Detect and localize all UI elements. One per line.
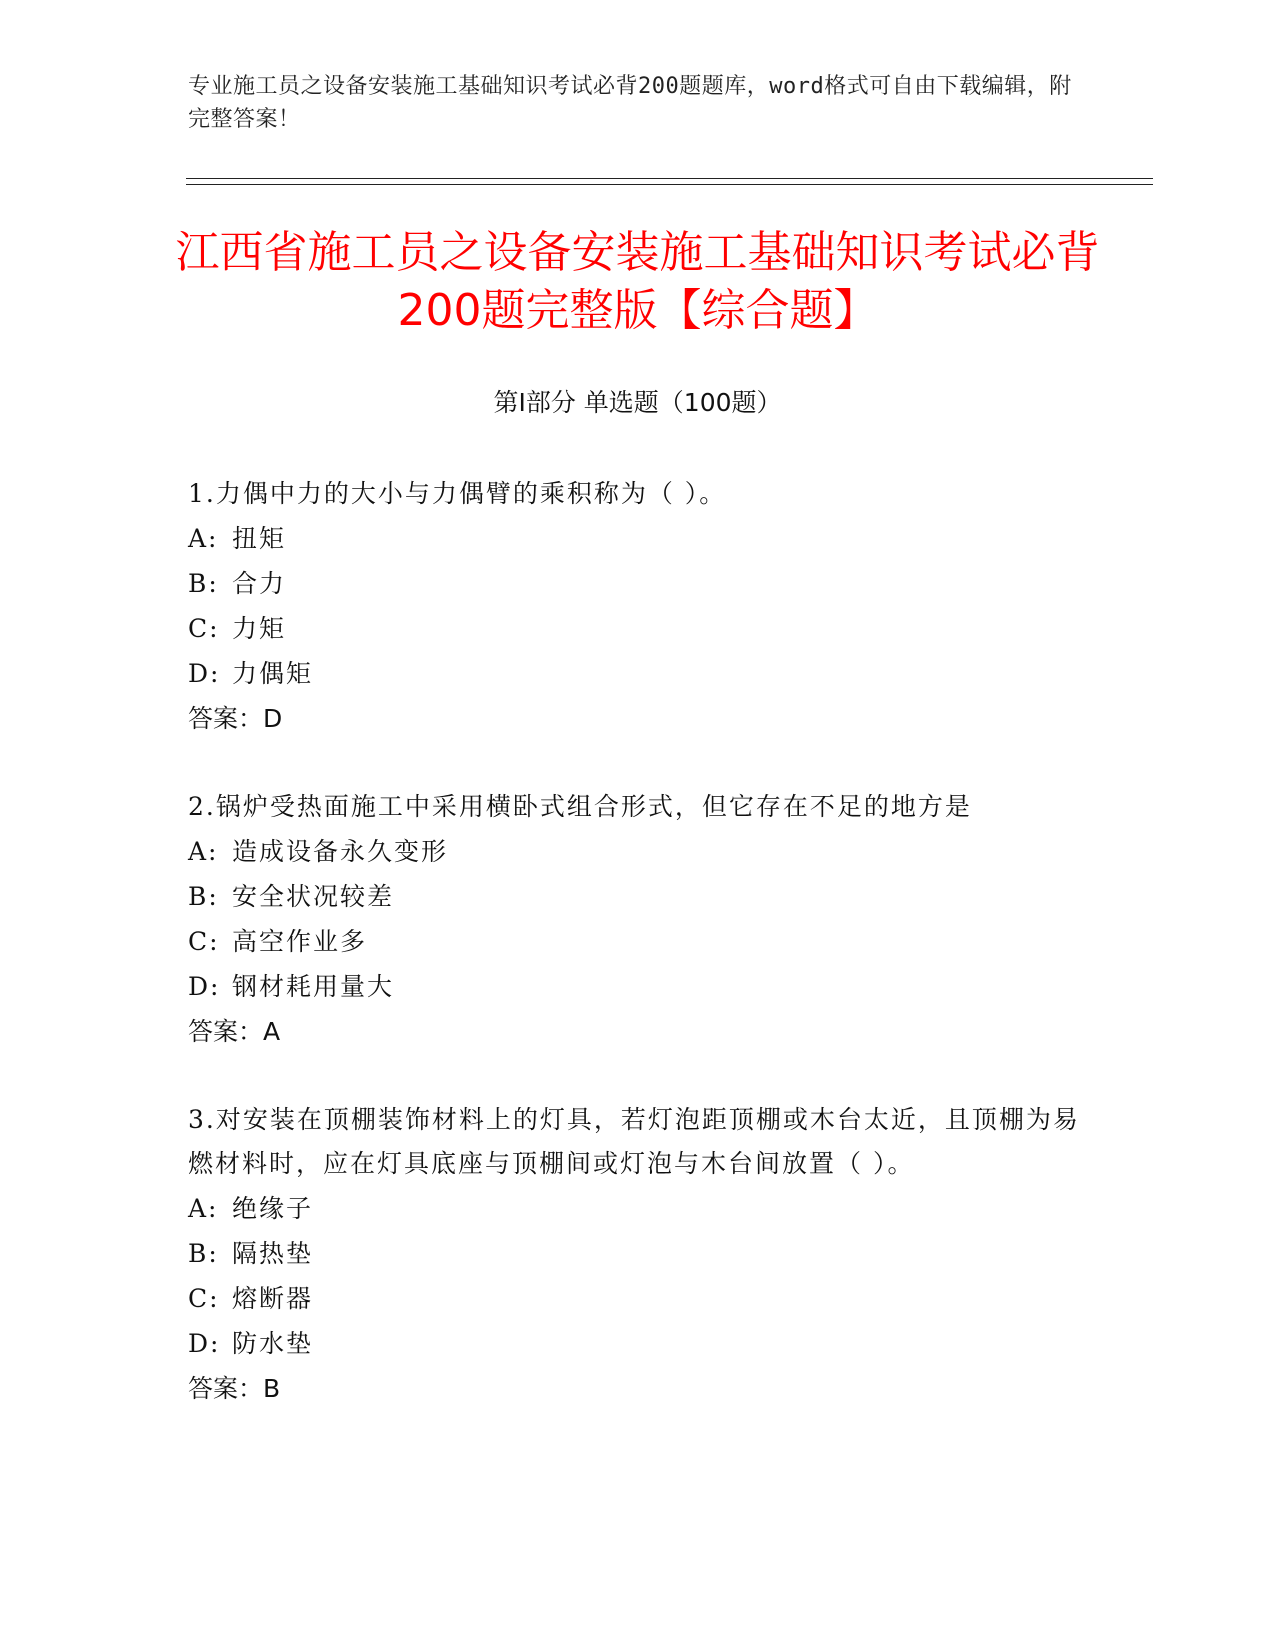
option-key: A: [188, 524, 219, 553]
option-key: B: [188, 1239, 219, 1268]
option-text: 安全状况较差 [232, 882, 395, 911]
option-text: 造成设备永久变形 [232, 837, 449, 866]
option-text: 熔断器 [232, 1284, 314, 1313]
option-c [188, 919, 1088, 964]
question-stem: 1.力偶中力的大小与力偶臂的乘积称为（ ）。 [188, 479, 727, 508]
answer: 答案：D [188, 704, 283, 733]
option-a [188, 829, 1088, 874]
option-key: A: [188, 1194, 219, 1223]
option-text: 扭矩 [232, 524, 287, 553]
option-key: C: [188, 927, 220, 956]
option-text: 力矩 [232, 614, 287, 643]
option-b [188, 561, 1088, 606]
header-note: 专业施工员之设备安装施工基础知识考试必背200题题库，word格式可自由下载编辑，附完整答案！ [188, 74, 1072, 132]
option-key: D: [188, 1329, 221, 1358]
option-c [188, 1276, 1088, 1321]
answer: 答案：B [188, 1374, 281, 1403]
header-divider-bottom [186, 184, 1153, 185]
option-text: 高空作业多 [232, 927, 368, 956]
option-d [188, 1321, 1088, 1366]
option-d [188, 964, 1088, 1009]
document-title: 江西省施工员之设备安装施工基础知识考试必背200题完整版【综合题】 [175, 227, 1100, 336]
option-a [188, 1186, 1088, 1231]
option-key: A: [188, 837, 219, 866]
option-b [188, 1231, 1088, 1276]
option-key: C: [188, 614, 220, 643]
option-a [188, 516, 1088, 561]
question-stem: 3.对安装在顶棚装饰材料上的灯具，若灯泡距顶棚或木台太近，且顶棚为易燃材料时，应在灯具底座与顶棚间或灯泡与木台间放置（ ）。 [188, 1105, 1080, 1178]
option-b [188, 874, 1088, 919]
question-list [188, 472, 1088, 1455]
question-2 [188, 785, 1088, 1054]
header-divider-top [186, 178, 1153, 179]
option-text: 钢材耗用量大 [232, 972, 395, 1001]
option-text: 力偶矩 [232, 659, 314, 688]
answer: 答案：A [188, 1017, 281, 1046]
option-d [188, 651, 1088, 696]
option-c [188, 606, 1088, 651]
question-1 [188, 472, 1088, 741]
section-title: 第Ⅰ部分 单选题（100题） [493, 388, 782, 417]
option-text: 合力 [232, 569, 287, 598]
option-text: 隔热垫 [232, 1239, 314, 1268]
option-key: B: [188, 882, 219, 911]
option-text: 绝缘子 [232, 1194, 314, 1223]
question-3 [188, 1098, 1088, 1411]
option-text: 防水垫 [232, 1329, 314, 1358]
option-key: C: [188, 1284, 220, 1313]
option-key: D: [188, 659, 221, 688]
option-key: B: [188, 569, 219, 598]
question-stem: 2.锅炉受热面施工中采用横卧式组合形式，但它存在不足的地方是 [188, 792, 972, 821]
option-key: D: [188, 972, 221, 1001]
